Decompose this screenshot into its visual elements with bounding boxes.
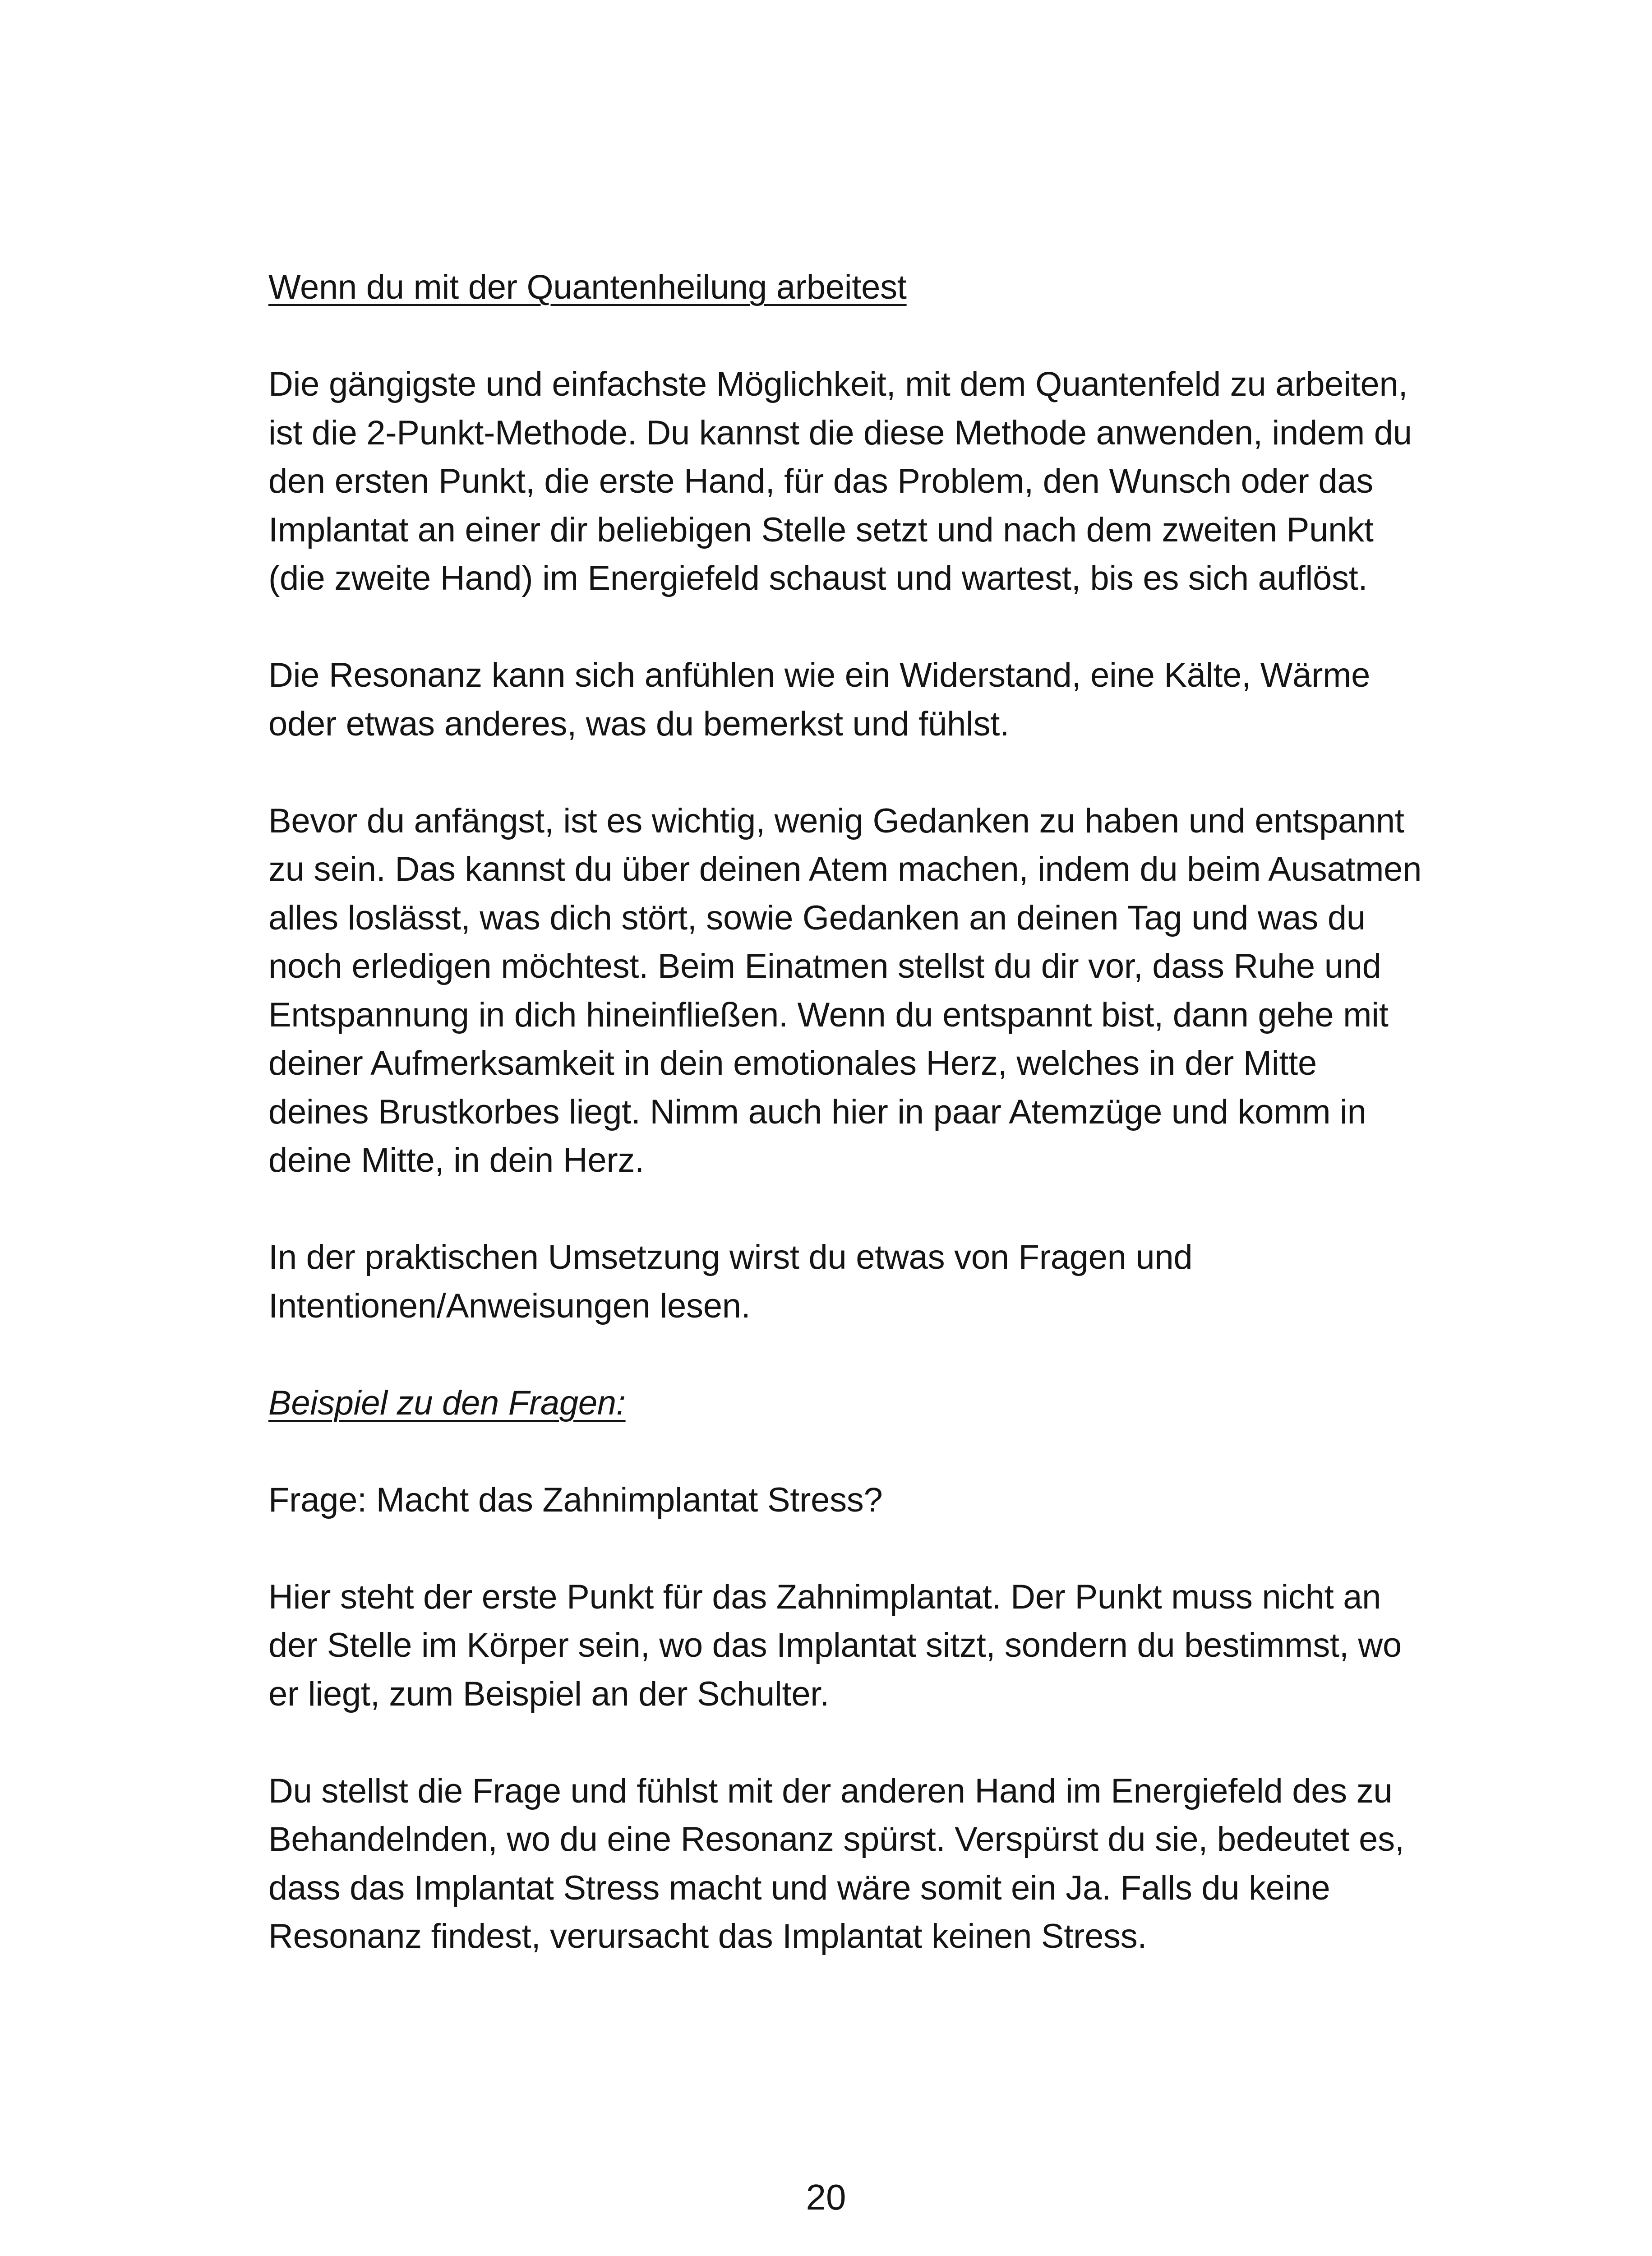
paragraph-practical: In der praktischen Umsetzung wirst du etwas von Fragen und Intentionen/Anweisungen lesen. — [268, 1238, 1193, 1325]
paragraph-first-point: Hier steht der erste Punkt für das Zahnimplantat. Der Punkt muss nicht an der Stelle im Körper sein, wo das Implantat sitzt, sondern du bestimmst, wo er liegt, zum Beispiel an der Schulter. — [268, 1577, 1402, 1713]
paragraph-resonance: Die Resonanz kann sich anfühlen wie ein Widerstand, eine Kälte, Wärme oder etwas anderes, was du bemerkst und fühlst. — [268, 656, 1371, 743]
paragraph-question: Frage: Macht das Zahnimplantat Stress? — [268, 1480, 883, 1519]
paragraph-two-point-method: Die gängigste und einfachste Möglichkeit, mit dem Quantenfeld zu arbeiten, ist die 2-Punkt-Methode. Du kannst die diese Methode anwenden, indem du den ersten Punkt, die erste Hand, für das Problem, den Wunsch oder das Implantat an einer dir beliebigen Stelle setzt und nach dem zweiten Punkt (die zweite Hand) im Energiefeld schaust und wartest, bis es sich auflöst. — [268, 365, 1412, 597]
page-content — [268, 263, 1423, 2009]
paragraph-resonance-answer: Du stellst die Frage und fühlst mit der anderen Hand im Energiefeld des zu Behandelnden, wo du eine Resonanz spürst. Verspürst du sie, bedeutet es, dass das Implantat Stress macht und wäre somit ein Ja. Falls du keine Resonanz findest, verursacht das Implantat keinen Stress. — [268, 1771, 1404, 1956]
page-number: 20 — [806, 2177, 846, 2217]
paragraph-relaxation: Bevor du anfängst, ist es wichtig, wenig Gedanken zu haben und entspannt zu sein. Das kannst du über deinen Atem machen, indem du beim Ausatmen alles loslässt, was dich stört, sowie Gedanken an deinen Tag und was du noch erledigen möchtest. Beim Einatmen stellst du dir vor, dass Ruhe und Entspannung in dich hineinfließen. Wenn du entspannt bist, dann gehe mit deiner Aufmerksamkeit in dein emotionales Herz, welches in der Mitte deines Brustkorbes liegt. Nimm auch hier in paar Atemzüge und komm in deine Mitte, in dein Herz. — [268, 801, 1422, 1179]
example-subheading: Beispiel zu den Fragen: — [268, 1383, 626, 1422]
section-heading: Wenn du mit der Quantenheilung arbeitest — [268, 268, 907, 306]
